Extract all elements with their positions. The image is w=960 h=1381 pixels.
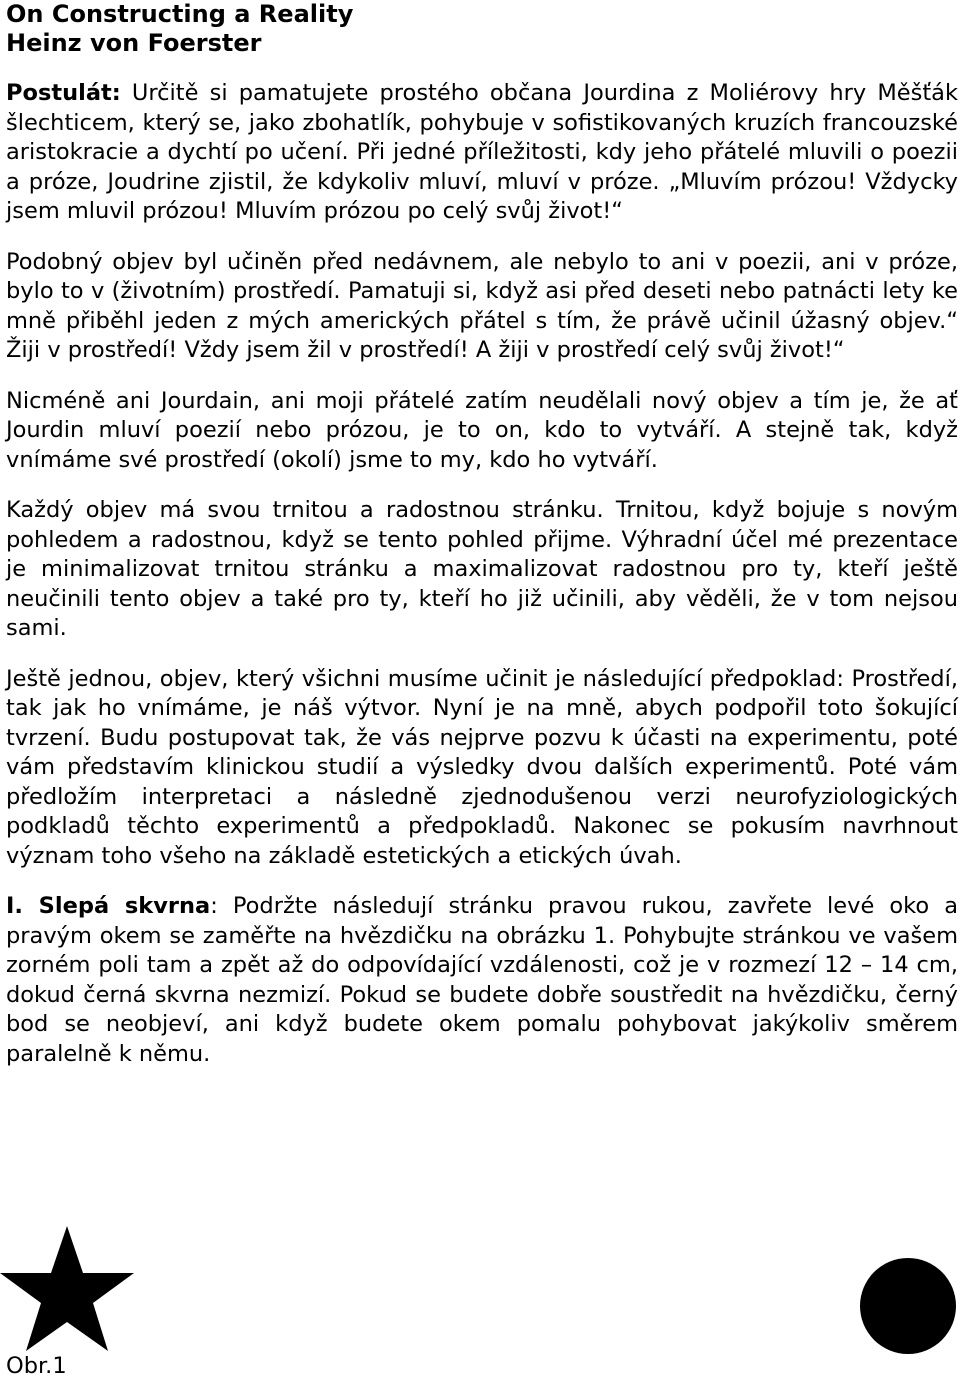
paragraph-environment: Podobný objev byl učiněn před nedávnem, ale nebylo to ani v poezii, ani v próze, bylo to v (životním) prostředí. Pamatuji si, když asi před deseti nebo patnácti lety ke mně přiběhl jeden z mých amerických přátel s tím, že právě učinil úžasný objev.“ Žiji v prostředí! Vždy jsem žil v prostředí! A žiji v prostředí celý svůj život!“ xyxy=(6,248,958,363)
paragraph-lead: Postulát: xyxy=(6,80,121,106)
figure-1 xyxy=(0,1222,960,1381)
paragraph-text: : Podržte následují stránku pravou rukou, zavřete levé oko a pravým okem se zaměřte na hvězdičku na obrázku 1. Pohybujte stránkou ve vašem zorném poli tam a zpět až do odpovídající vzdálenosti, což je v rozmezí 12 – 14 cm, dokud černá skvrna nezmizí. Pokud se budete dobře soustředit na hvězdičku, černý bod se neobjeví, ani když budete okem pomalu pohybovat jakýkoliv směrem paralelně k němu. xyxy=(6,893,958,1067)
title-block xyxy=(6,0,958,58)
star-icon xyxy=(0,1226,134,1351)
paragraph-creation: Nicméně ani Jourdain, ani moji přátelé zatím neudělali nový objev a tím je, že ať Jourdin mluví poezií nebo prózou, je to on, kdo to vytváří. A stejně tak, když vnímáme své prostředí (okolí) jsme to my, kdo ho vytváří. xyxy=(6,387,958,473)
section-heading: I. Slepá skvrna xyxy=(6,893,211,919)
paragraph-blind-spot xyxy=(6,892,958,1069)
paragraph-hypothesis: Ještě jednou, objev, který všichni musíme učinit je následující předpoklad: Prostředí, tak jak ho vnímáme, je náš výtvor. Nyní je na mně, abych podpořil toto šokující tvrzení. Budu postupovat tak, že vás nejprve pozvu k účasti na experimentu, poté vám představím klinickou studií a výsledky dvou dalších experimentů. Poté vám předložím interpretaci a následně zjednodušenou verzi neurofyziologických podkladů těchto experimentů a předpokladů. Nakonec se pokusím navrhnout význam toho všeho na základě estetických a etických úvah. xyxy=(6,665,958,869)
document-title: On Constructing a Reality xyxy=(6,0,354,28)
document-page xyxy=(6,0,958,1090)
paragraph-postulate xyxy=(6,79,958,227)
star-shape xyxy=(0,1226,134,1351)
paragraph-discovery: Každý objev má svou trnitou a radostnou stránku. Trnitou, když bojuje s novým pohledem a radostnou, když se tento pohled přijme. Výhradní účel mé prezentace je minimalizovat trnitou stránku a maximalizovat radostnou pro ty, kteří ještě neučinili tento objev a také pro ty, kteří ho již učinili, aby věděli, že v tom nejsou sami. xyxy=(6,497,958,641)
paragraph-text: Určitě si pamatujete prostého občana Jourdina z Moliérovy hry Měšťák šlechticem, který se, jako zbohatlík, pohybuje v sofistikovaných kruzích francouzské aristokracie a dychtí po učení. Při jedné příležitosti, kdy jeho přátelé mluvili o poezii a próze, Joudrine zjistil, že kdykoliv mluví, mluví v próze. „Mluvím prózou! Vždycky jsem mluvil prózou! Mluvím prózou po celý svůj život!“ xyxy=(6,80,958,224)
document-author: Heinz von Foerster xyxy=(6,29,262,57)
figure-caption: Obr.1 xyxy=(6,1353,67,1379)
black-dot-icon xyxy=(860,1258,956,1354)
